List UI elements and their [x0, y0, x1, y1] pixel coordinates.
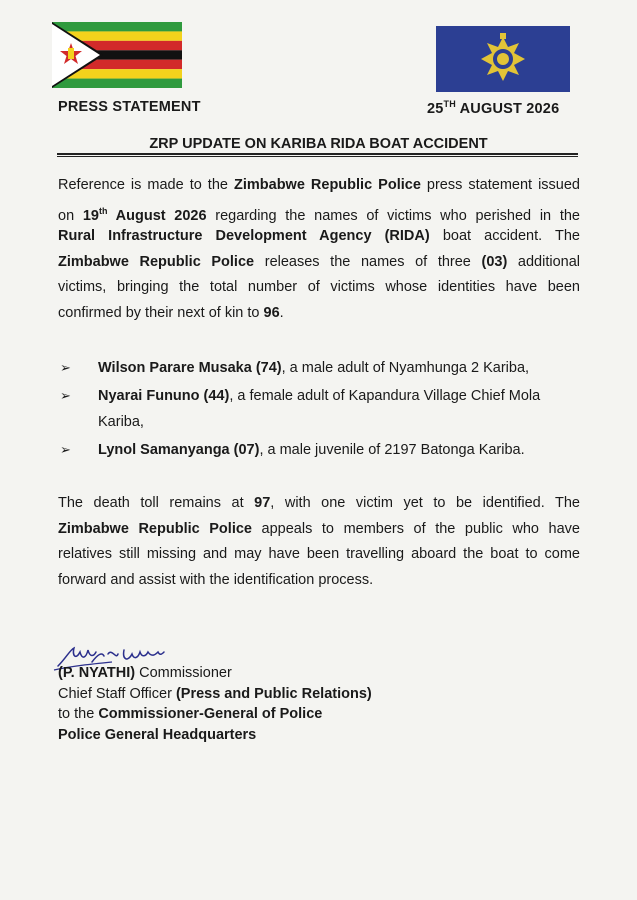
title-underline-thin — [57, 156, 578, 157]
list-item: ➢ Lynol Samanyanga (07), a male juvenile of 2197 Batonga Kariba. — [58, 437, 580, 463]
arrow-bullet-icon: ➢ — [60, 388, 71, 403]
signatory-name: (P. NYATHI) — [58, 665, 136, 681]
title-underline — [57, 153, 578, 155]
arrow-bullet-icon: ➢ — [60, 442, 71, 457]
arrow-bullet-icon: ➢ — [60, 360, 71, 375]
statement-date: 25TH AUGUST 2026 — [427, 99, 560, 117]
zrp-flag-icon — [436, 26, 570, 92]
intro-paragraph: Reference is made to the Zimbabwe Republic Police press statement issued on 19th August 2026 regarding the names of victims who perished in the Rural Infrastructure Development Agency (RIDA) boat accident. The Zimbabwe Republic Police releases the names of three (03) additional victims, bringing the total number of victims whose identities have been confirmed by their next of kin to 96. — [58, 177, 581, 321]
press-statement-label: PRESS STATEMENT — [58, 99, 201, 115]
statement-title: ZRP UPDATE ON KARIBA RIDA BOAT ACCIDENT — [149, 136, 488, 152]
list-item: ➢ Nyarai Fununo (44), a female adult of Kapandura Village Chief Mola Kariba, — [58, 383, 580, 435]
zimbabwe-flag-icon — [52, 22, 182, 88]
signoff-block: (P. NYATHI) Commissioner Chief Staff Officer (Press and Public Relations) to the Commissioner-General of Police Police General Headquarters — [58, 665, 372, 743]
closing-paragraph: The death toll remains at 97, with one victim yet to be identified. The Zimbabwe Republic Police appeals to members of the public who have relatives still missing and may have been travelling aboard the boat to come forward and assist with the identification process. — [58, 495, 580, 588]
list-item: ➢ Wilson Parare Musaka (74), a male adult of Nyamhunga 2 Kariba, — [58, 355, 580, 381]
victims-list — [58, 355, 580, 463]
